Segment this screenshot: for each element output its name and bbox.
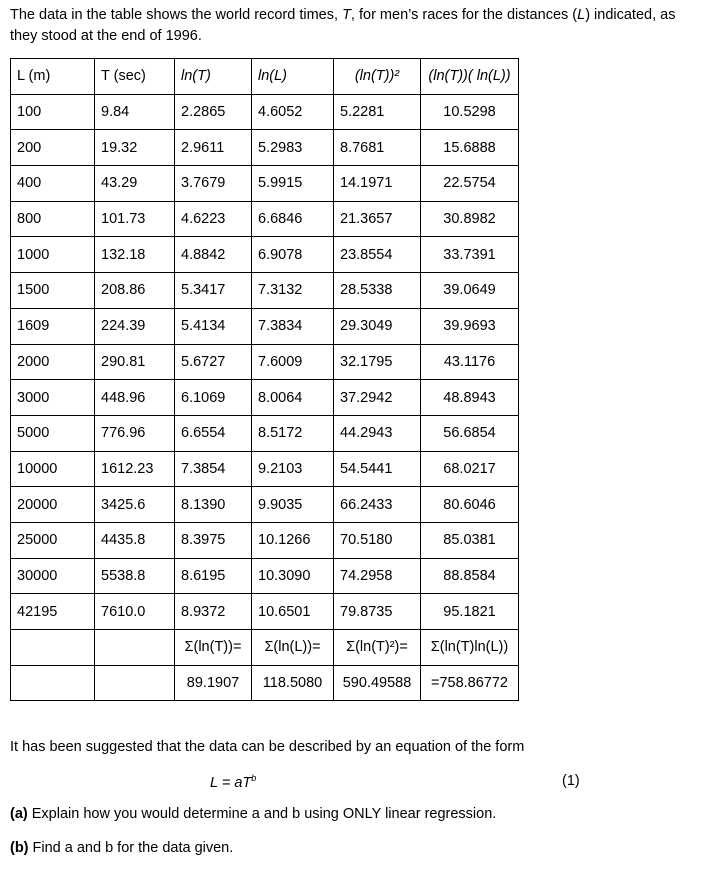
intro-paragraph [10, 5, 705, 47]
part-b [10, 840, 233, 856]
part-a [10, 806, 496, 822]
table-cell: 1612.23 [95, 451, 175, 487]
table-cell: 8.7681 [334, 130, 421, 166]
table-cell: 8.1390 [175, 487, 252, 523]
records-table [10, 58, 519, 701]
table-cell: 95.1821 [421, 594, 519, 630]
header-row [11, 59, 519, 95]
table-cell: 7.6009 [252, 344, 334, 380]
intro-text-2: , for men’s races for the distances ( [350, 7, 578, 23]
equation-body: L = aT [210, 774, 252, 791]
table-cell: 9.84 [95, 94, 175, 130]
sum-value-row [11, 665, 519, 701]
table-cell: 8.9372 [175, 594, 252, 630]
records-table-body [11, 59, 519, 701]
table-cell: 1000 [11, 237, 95, 273]
table-cell: 6.9078 [252, 237, 334, 273]
table-cell: 4435.8 [95, 522, 175, 558]
table-row [11, 415, 519, 451]
table-cell: 10.6501 [252, 594, 334, 630]
table-cell: 33.7391 [421, 237, 519, 273]
table-cell: 21.3657 [334, 201, 421, 237]
table-cell: 22.5754 [421, 166, 519, 202]
table-cell: 5538.8 [95, 558, 175, 594]
table-cell: 80.6046 [421, 487, 519, 523]
table-cell: 54.5441 [334, 451, 421, 487]
table-cell: 48.8943 [421, 380, 519, 416]
table-cell: 7610.0 [95, 594, 175, 630]
table-row [11, 94, 519, 130]
sum-label-cell: Σ(ln(T)²)= [334, 630, 421, 666]
table-cell: 132.18 [95, 237, 175, 273]
equation-number: (1) [562, 773, 580, 789]
table-cell: 70.5180 [334, 522, 421, 558]
table-cell: 4.6223 [175, 201, 252, 237]
table-cell: 23.8554 [334, 237, 421, 273]
table-cell: 10000 [11, 451, 95, 487]
table-cell: 25000 [11, 522, 95, 558]
table-cell: 43.1176 [421, 344, 519, 380]
empty-cell [11, 665, 95, 701]
table-cell: 3.7679 [175, 166, 252, 202]
sum-value-cell: 89.1907 [175, 665, 252, 701]
table-cell: 6.6846 [252, 201, 334, 237]
table-cell: 9.9035 [252, 487, 334, 523]
table-row [11, 380, 519, 416]
column-header: ln(T) [175, 59, 252, 95]
table-cell: 30.8982 [421, 201, 519, 237]
table-cell: 1609 [11, 308, 95, 344]
empty-cell [11, 630, 95, 666]
part-a-label: (a) [10, 806, 28, 822]
table-cell: 2.2865 [175, 94, 252, 130]
table-cell: 37.2942 [334, 380, 421, 416]
table-cell: 66.2433 [334, 487, 421, 523]
sum-value-cell: 590.49588 [334, 665, 421, 701]
table-row [11, 344, 519, 380]
table-cell: 3000 [11, 380, 95, 416]
table-cell: 7.3854 [175, 451, 252, 487]
table-row [11, 273, 519, 309]
table-cell: 5.4134 [175, 308, 252, 344]
sum-value-cell: =758.86772 [421, 665, 519, 701]
table-row [11, 201, 519, 237]
column-header: (ln(T))( ln(L)) [421, 59, 519, 95]
table-cell: 2000 [11, 344, 95, 380]
table-cell: 100 [11, 94, 95, 130]
table-cell: 5.6727 [175, 344, 252, 380]
table-row [11, 594, 519, 630]
intro-text-3: ) indicated, as they stood at the end of 1996. [10, 7, 676, 44]
table-cell: 224.39 [95, 308, 175, 344]
table-cell: 44.2943 [334, 415, 421, 451]
table-row [11, 522, 519, 558]
table-cell: 6.1069 [175, 380, 252, 416]
table-cell: 28.5338 [334, 273, 421, 309]
equation-exponent: b [251, 773, 257, 783]
table-cell: 200 [11, 130, 95, 166]
table-cell: 10.5298 [421, 94, 519, 130]
table-cell: 9.2103 [252, 451, 334, 487]
table-cell: 2.9611 [175, 130, 252, 166]
sum-value-cell: 118.5080 [252, 665, 334, 701]
table-cell: 1500 [11, 273, 95, 309]
column-header: ln(L) [252, 59, 334, 95]
sum-label-row [11, 630, 519, 666]
table-cell: 68.0217 [421, 451, 519, 487]
table-cell: 42195 [11, 594, 95, 630]
table-cell: 10.3090 [252, 558, 334, 594]
table-row [11, 130, 519, 166]
table-cell: 79.8735 [334, 594, 421, 630]
table-cell: 800 [11, 201, 95, 237]
table-cell: 43.29 [95, 166, 175, 202]
table-cell: 4.6052 [252, 94, 334, 130]
table-cell: 5.2983 [252, 130, 334, 166]
table-cell: 7.3132 [252, 273, 334, 309]
table-cell: 8.3975 [175, 522, 252, 558]
table-cell: 6.6554 [175, 415, 252, 451]
table-row [11, 237, 519, 273]
equation [210, 773, 256, 791]
table-cell: 32.1795 [334, 344, 421, 380]
table-cell: 3425.6 [95, 487, 175, 523]
table-cell: 5.3417 [175, 273, 252, 309]
table-cell: 400 [11, 166, 95, 202]
sum-label-cell: Σ(ln(T)ln(L)) [421, 630, 519, 666]
sum-label-cell: Σ(ln(T))= [175, 630, 252, 666]
table-cell: 88.8584 [421, 558, 519, 594]
column-header: (ln(T))² [334, 59, 421, 95]
intro-L: L [577, 7, 586, 23]
table-row [11, 166, 519, 202]
table-cell: 101.73 [95, 201, 175, 237]
part-b-label: (b) [10, 840, 29, 856]
table-cell: 776.96 [95, 415, 175, 451]
table-cell: 39.0649 [421, 273, 519, 309]
table-cell: 19.32 [95, 130, 175, 166]
table-cell: 20000 [11, 487, 95, 523]
table-row [11, 308, 519, 344]
table-row [11, 558, 519, 594]
table-cell: 29.3049 [334, 308, 421, 344]
table-row [11, 451, 519, 487]
table-cell: 208.86 [95, 273, 175, 309]
part-b-text: Find a and b for the data given. [28, 840, 234, 856]
table-cell: 39.9693 [421, 308, 519, 344]
table-cell: 30000 [11, 558, 95, 594]
sum-label-cell: Σ(ln(L))= [252, 630, 334, 666]
table-cell: 5000 [11, 415, 95, 451]
table-cell: 290.81 [95, 344, 175, 380]
table-cell: 8.0064 [252, 380, 334, 416]
table-cell: 15.6888 [421, 130, 519, 166]
table-cell: 74.2958 [334, 558, 421, 594]
table-cell: 10.1266 [252, 522, 334, 558]
empty-cell [95, 665, 175, 701]
suggestion-text: It has been suggested that the data can be described by an equation of the form [10, 739, 525, 755]
table-cell: 85.0381 [421, 522, 519, 558]
empty-cell [95, 630, 175, 666]
part-a-text: Explain how you would determine a and b using ONLY linear regression. [27, 806, 497, 822]
table-cell: 7.3834 [252, 308, 334, 344]
table-cell: 448.96 [95, 380, 175, 416]
table-cell: 8.5172 [252, 415, 334, 451]
table-row [11, 487, 519, 523]
table-cell: 4.8842 [175, 237, 252, 273]
table-cell: 14.1971 [334, 166, 421, 202]
table-cell: 5.2281 [334, 94, 421, 130]
table-cell: 8.6195 [175, 558, 252, 594]
intro-T: T [342, 7, 351, 23]
intro-text-1: The data in the table shows the world record times, [10, 7, 343, 23]
column-header: L (m) [11, 59, 95, 95]
table-cell: 56.6854 [421, 415, 519, 451]
column-header: T (sec) [95, 59, 175, 95]
table-cell: 5.9915 [252, 166, 334, 202]
